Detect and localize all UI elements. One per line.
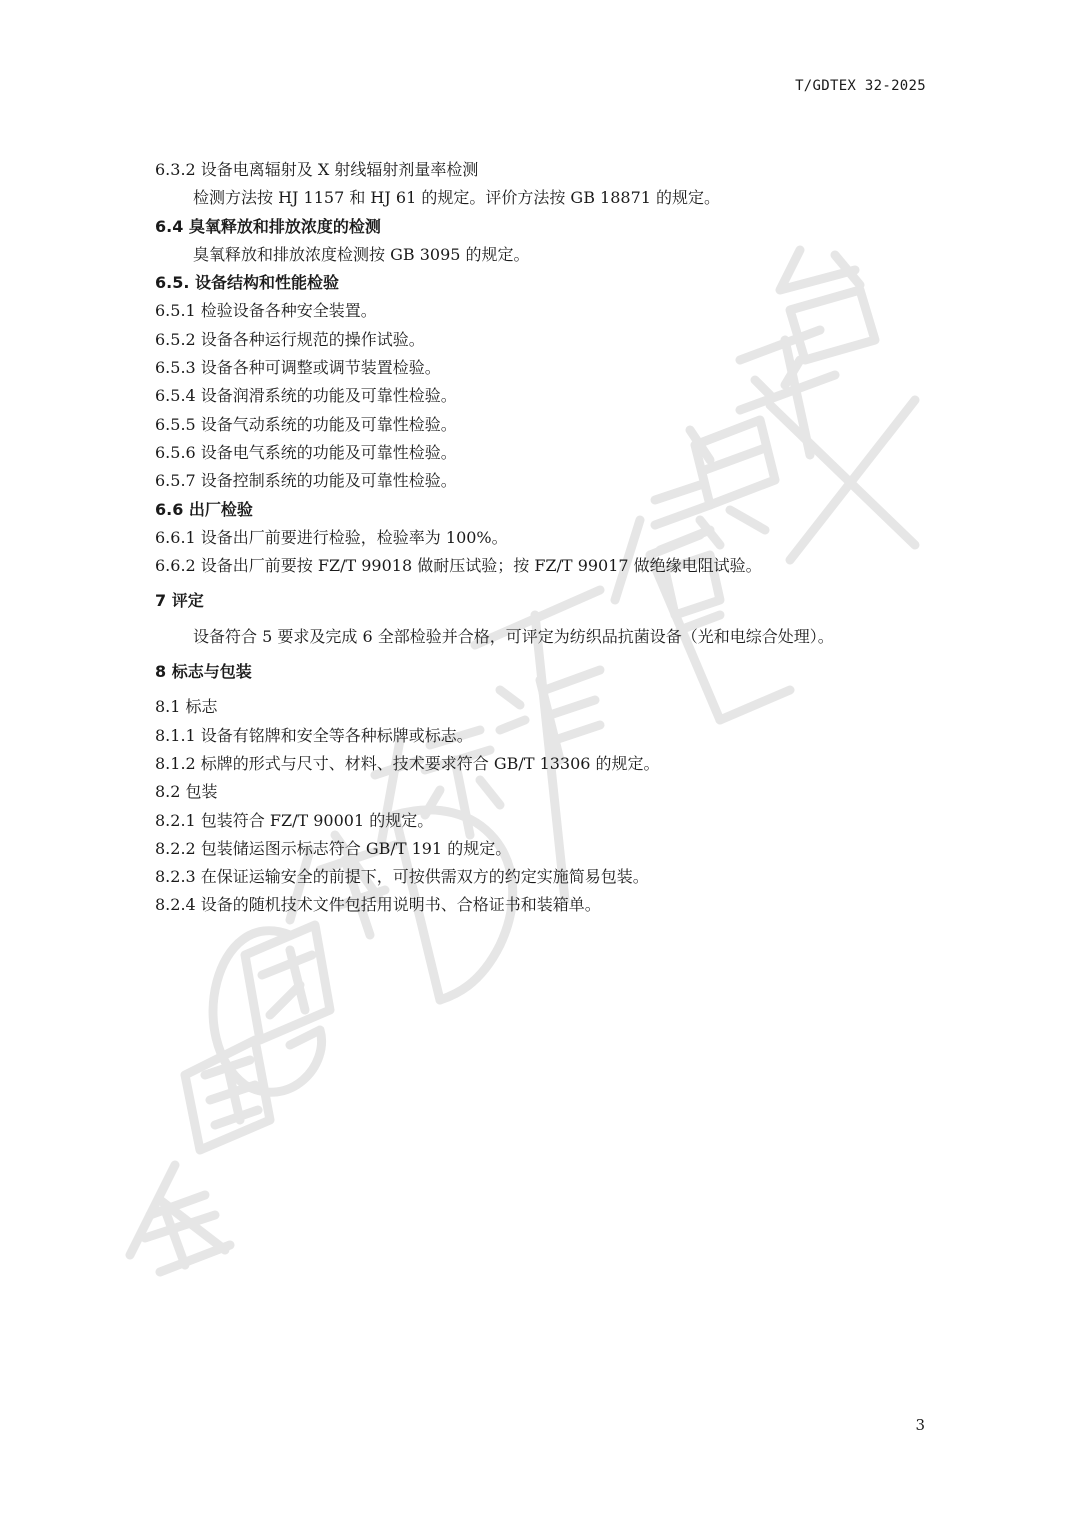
clause-6-5-3: 6.5.3 设备各种可调整或调节装置检验。	[155, 358, 441, 378]
section-7-heading: 7 评定	[155, 591, 204, 611]
clause-8-1-heading: 8.1 标志	[155, 697, 218, 717]
clause-6-4-text: 臭氧释放和排放浓度检测按 GB 3095 的规定。	[193, 244, 530, 264]
clause-6-5-5: 6.5.5 设备气动系统的功能及可靠性检验。	[155, 414, 457, 434]
clause-6-5-6: 6.5.6 设备电气系统的功能及可靠性检验。	[155, 442, 457, 462]
page-number: 3	[915, 1416, 925, 1434]
clause-8-1-1: 8.1.1 设备有铭牌和安全等各种标牌或标志。	[155, 725, 473, 745]
clause-6-5-7: 6.5.7 设备控制系统的功能及可靠性检验。	[155, 471, 457, 491]
clause-6-5-2: 6.5.2 设备各种运行规范的操作试验。	[155, 329, 425, 349]
clause-6-6-heading: 6.6 出厂检验	[155, 499, 253, 519]
clause-8-2-1: 8.2.1 包装符合 FZ/T 90001 的规定。	[155, 810, 434, 830]
clause-6-6-1: 6.6.1 设备出厂前要进行检验，检验率为 100%。	[155, 527, 508, 547]
clause-8-1-2: 8.1.2 标牌的形式与尺寸、材料、技术要求符合 GB/T 13306 的规定。	[155, 753, 660, 773]
clause-8-2-4: 8.2.4 设备的随机技术文件包括用说明书、合格证书和装箱单。	[155, 895, 601, 915]
document-code-header: T/GDTEX 32-2025	[795, 78, 926, 94]
clause-6-5-heading: 6.5. 设备结构和性能检验	[155, 273, 339, 293]
section-7-text: 设备符合 5 要求及完成 6 全部检验并合格，可评定为纺织品抗菌设备（光和电综合处理）。	[193, 626, 834, 646]
section-8-heading: 8 标志与包装	[155, 662, 252, 682]
clause-8-2-heading: 8.2 包装	[155, 782, 218, 802]
clause-6-5-4: 6.5.4 设备润滑系统的功能及可靠性检验。	[155, 386, 457, 406]
clause-6-5-1: 6.5.1 检验设备各种安全装置。	[155, 301, 377, 321]
clause-6-6-2: 6.6.2 设备出厂前要按 FZ/T 99018 做耐压试验；按 FZ/T 99017 做绝缘电阻试验。	[155, 556, 762, 576]
clause-6-4-heading: 6.4 臭氧释放和排放浓度的检测	[155, 216, 381, 236]
clause-6-3-2-heading: 6.3.2 设备电离辐射及 X 射线辐射剂量率检测	[155, 160, 479, 179]
clause-6-3-2-text: 检测方法按 HJ 1157 和 HJ 61 的规定。评价方法按 GB 18871 的规定。	[193, 188, 721, 208]
document-body	[155, 156, 935, 920]
clause-8-2-3: 8.2.3 在保证运输安全的前提下，可按供需双方的约定实施简易包装。	[155, 867, 649, 887]
clause-8-2-2: 8.2.2 包装储运图示标志符合 GB/T 191 的规定。	[155, 838, 512, 858]
